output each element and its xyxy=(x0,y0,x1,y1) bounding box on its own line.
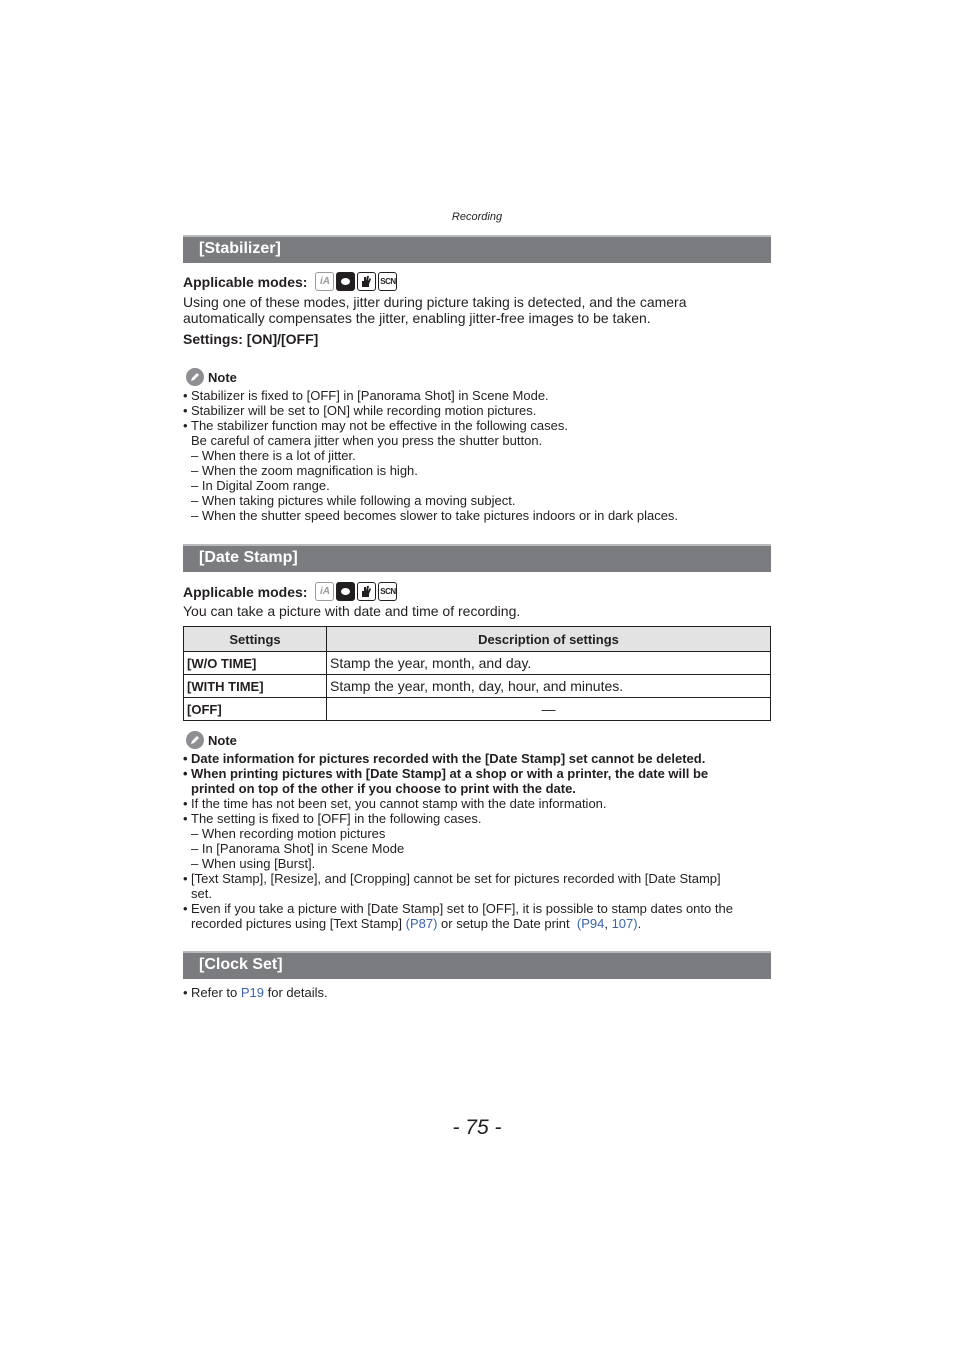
list-item: • The setting is fixed to [OFF] in the following cases. xyxy=(183,811,773,826)
clock-set-title: [Clock Set] xyxy=(199,956,283,973)
list-item: • [Text Stamp], [Resize], and [Cropping] cannot be set for pictures recorded with [Date Stamp] xyxy=(183,871,773,886)
table-row xyxy=(184,652,771,675)
stabilizer-note-list xyxy=(183,388,773,523)
list-item: printed on top of the other if you choose to print with the date. xyxy=(191,781,576,796)
note-text: Refer to xyxy=(191,985,241,1000)
pencil-icon xyxy=(186,731,204,749)
page-link-p19[interactable]: P19 xyxy=(240,985,264,1000)
list-item: • Date information for pictures recorded with the [Date Stamp] set cannot be deleted. xyxy=(183,751,773,766)
page-link-p94[interactable]: (P94 xyxy=(576,916,605,931)
page-number: - 75 - xyxy=(452,1116,502,1139)
list-item: • When printing pictures with [Date Stamp] at a shop or with a printer, the date will be xyxy=(183,766,773,781)
list-item: • If the time has not been set, you cannot stamp with the date information. xyxy=(183,796,773,811)
scene-mode-icon: SCN xyxy=(378,582,397,601)
scene-mode-icon: SCN xyxy=(378,272,397,291)
list-item: – When the shutter speed becomes slower to take pictures indoors or in dark places. xyxy=(191,508,679,523)
table-header: Settings xyxy=(184,627,327,652)
list-item: – When recording motion pictures xyxy=(191,826,386,841)
date-stamp-note-heading xyxy=(186,731,237,749)
table-cell: Stamp the year, month, day, hour, and minutes. xyxy=(327,675,771,698)
date-stamp-note-list xyxy=(183,751,773,931)
list-item: – When taking pictures while following a moving subject. xyxy=(191,493,516,508)
table-row xyxy=(184,698,771,721)
table-cell: [WITH TIME] xyxy=(184,675,327,698)
list-item: – When there is a lot of jitter. xyxy=(191,448,356,463)
list-item: • Stabilizer is fixed to [OFF] in [Panorama Shot] in Scene Mode. xyxy=(183,388,773,403)
table-header-row xyxy=(184,627,771,652)
section-label: Recording xyxy=(451,211,503,223)
note-label: Note xyxy=(208,369,237,385)
clock-set-note-list xyxy=(183,985,773,1000)
list-item: • Stabilizer will be set to [ON] while recording motion pictures. xyxy=(183,403,773,418)
note-text: . xyxy=(637,916,642,931)
list-item: – In [Panorama Shot] in Scene Mode xyxy=(191,841,405,856)
description-line: Using one of these modes, jitter during picture taking is detected, and the camera xyxy=(183,294,687,310)
date-stamp-title: [Date Stamp] xyxy=(199,549,298,566)
list-item: set. xyxy=(191,886,212,901)
table-header: Description of settings xyxy=(327,627,771,652)
note-text: for details. xyxy=(264,985,328,1000)
list-item: Be careful of camera jitter when you press the shutter button. xyxy=(191,433,543,448)
page-link-p87[interactable]: (P87) xyxy=(405,916,438,931)
stabilizer-applicable-modes xyxy=(183,272,397,291)
description-line: automatically compensates the jitter, enabling jitter-free images to be taken. xyxy=(183,310,651,326)
camera-icon xyxy=(336,582,355,601)
date-stamp-header xyxy=(183,544,771,572)
table-cell: [W/O TIME] xyxy=(184,652,327,675)
stabilizer-title: [Stabilizer] xyxy=(199,240,281,257)
table-cell: — xyxy=(327,698,771,721)
stabilizer-description xyxy=(183,294,773,326)
table-cell: Stamp the year, month, and day. xyxy=(327,652,771,675)
stabilizer-settings: Settings: [ON]/[OFF] xyxy=(183,331,319,347)
table-cell: [OFF] xyxy=(184,698,327,721)
pencil-icon xyxy=(186,368,204,386)
list-item: – When using [Burst]. xyxy=(191,856,316,871)
table-row xyxy=(184,675,771,698)
modes-label: Applicable modes: xyxy=(183,583,308,600)
date-stamp-settings-table xyxy=(183,626,771,721)
note-text: recorded pictures using [Text Stamp] xyxy=(191,916,406,931)
date-stamp-applicable-modes xyxy=(183,582,397,601)
list-item: – In Digital Zoom range. xyxy=(191,478,330,493)
stabilizer-note-heading xyxy=(186,368,237,386)
note-label: Note xyxy=(208,732,237,748)
camera-icon xyxy=(336,272,355,291)
list-item: • The stabilizer function may not be effective in the following cases. xyxy=(183,418,773,433)
date-stamp-description: You can take a picture with date and time of recording. xyxy=(183,603,521,619)
note-text: , xyxy=(604,916,612,931)
hand-icon xyxy=(357,272,376,291)
hand-icon xyxy=(357,582,376,601)
page-link-p107[interactable]: 107) xyxy=(611,916,638,931)
list-item xyxy=(183,916,773,931)
list-item: • Even if you take a picture with [Date Stamp] set to [OFF], it is possible to stamp dates onto the xyxy=(183,901,773,916)
clock-set-header xyxy=(183,951,771,979)
intelligent-auto-icon: iA xyxy=(315,582,334,601)
note-text: or setup the Date print xyxy=(437,916,577,931)
list-item: – When the zoom magnification is high. xyxy=(191,463,418,478)
stabilizer-header xyxy=(183,235,771,263)
modes-label: Applicable modes: xyxy=(183,273,308,290)
list-item xyxy=(183,985,773,1000)
intelligent-auto-icon: iA xyxy=(315,272,334,291)
